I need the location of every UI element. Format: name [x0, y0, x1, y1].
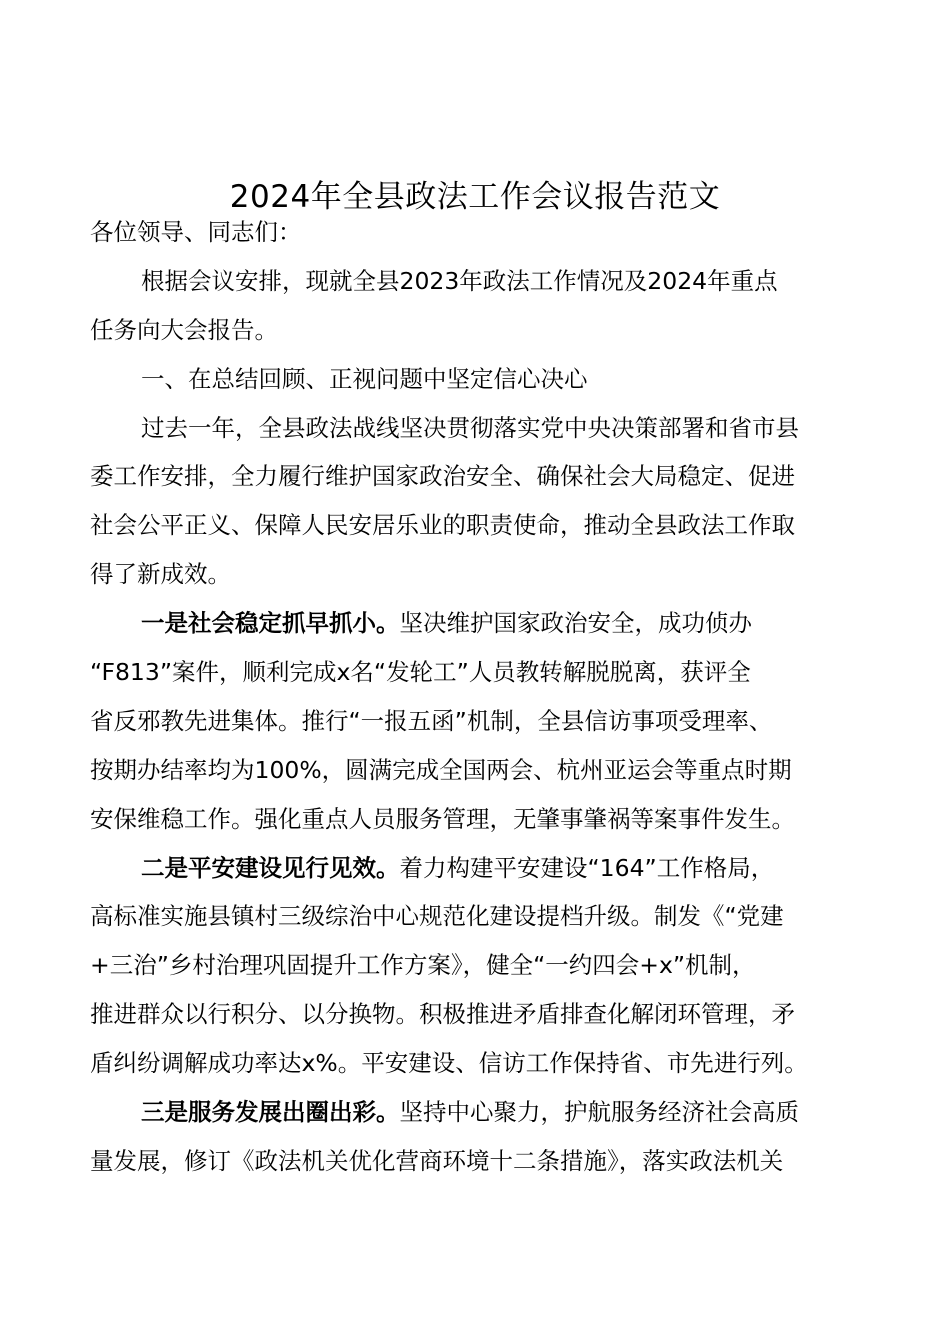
bold-lead: 二是平安建设见行见效。	[141, 853, 400, 882]
text-line: 三是服务发展出圈出彩。坚持中心聚力，护航服务经济社会高质	[141, 1098, 799, 1127]
text-line: 根据会议安排，现就全县2023年政法工作情况及2024年重点	[141, 266, 778, 295]
document-body	[90, 208, 860, 1186]
text-line: 按期办结率均为100%，圆满完成全国两会、杭州亚运会等重点时期	[90, 755, 792, 784]
text-line: 委工作安排，全力履行维护国家政治安全、确保社会大局稳定、促进	[90, 462, 795, 491]
section-heading: 一、在总结回顾、正视问题中坚定信心决心	[141, 364, 588, 393]
text-line: 高标准实施县镇村三级综治中心规范化建设提档升级。制发《“党建	[90, 902, 784, 931]
bold-lead: 三是服务发展出圈出彩。	[141, 1098, 400, 1127]
text-line: 各位领导、同志们：	[90, 218, 302, 246]
text-line: 任务向大会报告。	[90, 315, 278, 344]
text-line: 过去一年，全县政法战线坚决贯彻落实党中央决策部署和省市县	[141, 413, 799, 442]
document-title: 2024年全县政法工作会议报告范文	[229, 179, 721, 215]
text-line: 得了新成效。	[90, 560, 231, 589]
bold-lead: 一是社会稳定抓早抓小。	[141, 609, 400, 638]
text-line: 推进群众以行积分、以分换物。积极推进矛盾排查化解闭环管理，矛	[90, 1000, 795, 1029]
text-line: “F813”案件，顺利完成x名“发轮工”人员教转解脱脱离，获评全	[90, 658, 751, 687]
text-line: 省反邪教先进集体。推行“一报五函”机制，全县信访事项受理率、	[90, 706, 773, 735]
text-line: 二是平安建设见行见效。着力构建平安建设“164”工作格局，	[141, 853, 775, 882]
text-line: 量发展，修订《政法机关优化营商环境十二条措施》，落实政法机关	[90, 1146, 784, 1175]
text-line: 安保维稳工作。强化重点人员服务管理，无肇事肇祸等案事件发生。	[90, 804, 795, 833]
text-line: +三治”乡村治理巩固提升工作方案》，健全“一约四会+x”机制，	[90, 951, 756, 980]
text-line: 一是社会稳定抓早抓小。坚决维护国家政治安全，成功侦办	[141, 609, 752, 638]
text-line: 社会公平正义、保障人民安居乐业的职责使命，推动全县政法工作取	[90, 511, 795, 540]
text-line: 盾纠纷调解成功率达x%。平安建设、信访工作保持省、市先进行列。	[90, 1049, 808, 1078]
